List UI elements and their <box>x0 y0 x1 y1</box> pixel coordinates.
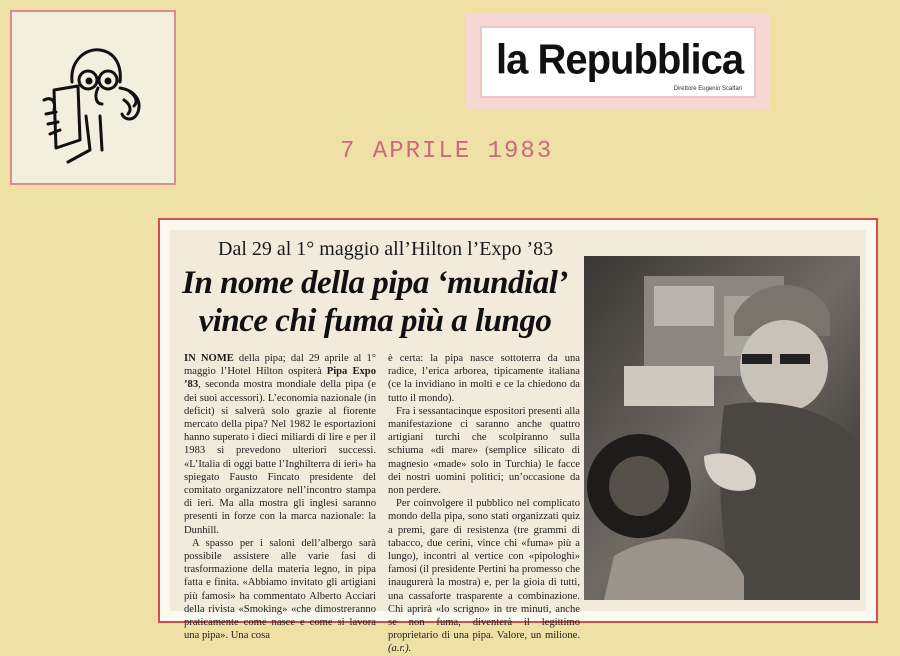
paragraph: è certa: la pipa nasce sottoterra da una radice, l’erica arborea, tipicamente italiana (ce la invidiano in molti e ce la chiedono da tutto il mondo). <box>388 353 580 404</box>
author-signature: (a.r.). <box>388 643 412 655</box>
text-run: , seconda mostra mondiale della pipa (e dei suoi accessori). L’economia nazionale (in deficit) si salverà solo grazie al fiorente mercato della pipa? Nel 1982 le esportazioni hanno superato i dieci miliardi di lire e per il 1983 si prevedono ulteriori successi. «L’Italia di oggi batte l’Inghilterra di ieri» ha spiegato Fausto Fincato presidente del comitato organizzatore nell’incontro stampa di ieri. Ma alla mostra gli inglesi saranno presenti in forze con la marca nazionale: la Dunhill. <box>184 379 376 536</box>
paragraph: Fra i sessantacinque espositori presenti alla manifestazione ci saranno anche quattro artigiani turchi che scolpiranno sulla schiuma «di mare» (semplice silicato di magnesio «made» solo in Turchia) le facce dei nostri uomini politici; un’occasione da non perdere. <box>388 405 580 497</box>
cartoon-panel <box>10 10 176 185</box>
event-name: Pipa Expo ’83 <box>184 366 376 391</box>
article-headline <box>170 264 580 340</box>
text-run: Per coinvolgere il pubblico nel complicato mondo della pipa, sono stati organizzati quiz a premi, gare di resistenza (tre grammi di tabacco, due cerini, vince chi «fuma» più a lungo), incontri al vertice con «pipologhi» famosi (il presidente Pertini ha promesso che inaugurerà la mostra) e, per la gioia di tutti, una cassaforte trasparente a combinazione. Chi aprirà «lo scrigno» in tre minuti, anche se non fuma, diventerà il legittimo proprietario di una pipa. Valore, un milione. <box>388 498 580 642</box>
article-column-1 <box>184 352 376 642</box>
director-line: Direttore Eugenio Scalfari <box>673 86 742 92</box>
clipping-frame <box>158 218 878 655</box>
article-clipping <box>170 230 866 655</box>
masthead-frame <box>466 14 770 110</box>
headline-line-1: In nome della pipa ‘mundial’ <box>182 265 568 301</box>
paragraph: A spasso per i saloni dell’albergo sarà possibile assistere alle varie fasi di trasformazione della materia legno, in pipa fatta e finita. «Abbiamo invitato gli artigiani più famosi» ha commentato Alberto Acciari della rivista «Smoking» «che dimostreranno praticamente come nasce e come si lavora una pipa». Una cosa <box>184 537 376 642</box>
headline-line-2: vince chi fuma più a lungo <box>198 303 552 339</box>
article-column-2 <box>388 352 580 656</box>
pipe-maker-photo-icon <box>584 256 860 600</box>
masthead-box <box>480 26 756 98</box>
date-stamp: 7 APRILE 1983 <box>340 138 554 165</box>
text-run: della pipa; dal 29 aprile al 1° maggio l’Hotel Hilton ospiterà <box>184 353 376 378</box>
article-kicker: Dal 29 al 1° maggio all’Hilton l’Expo ’83 <box>218 238 554 260</box>
paragraph <box>388 497 580 655</box>
paragraph <box>184 352 376 537</box>
newspaper-logo: la Repubblica <box>496 36 744 84</box>
artisan-photo <box>584 256 860 600</box>
lead-words: IN NOME <box>184 353 234 364</box>
newspaper-reader-cartoon-icon <box>34 30 156 170</box>
